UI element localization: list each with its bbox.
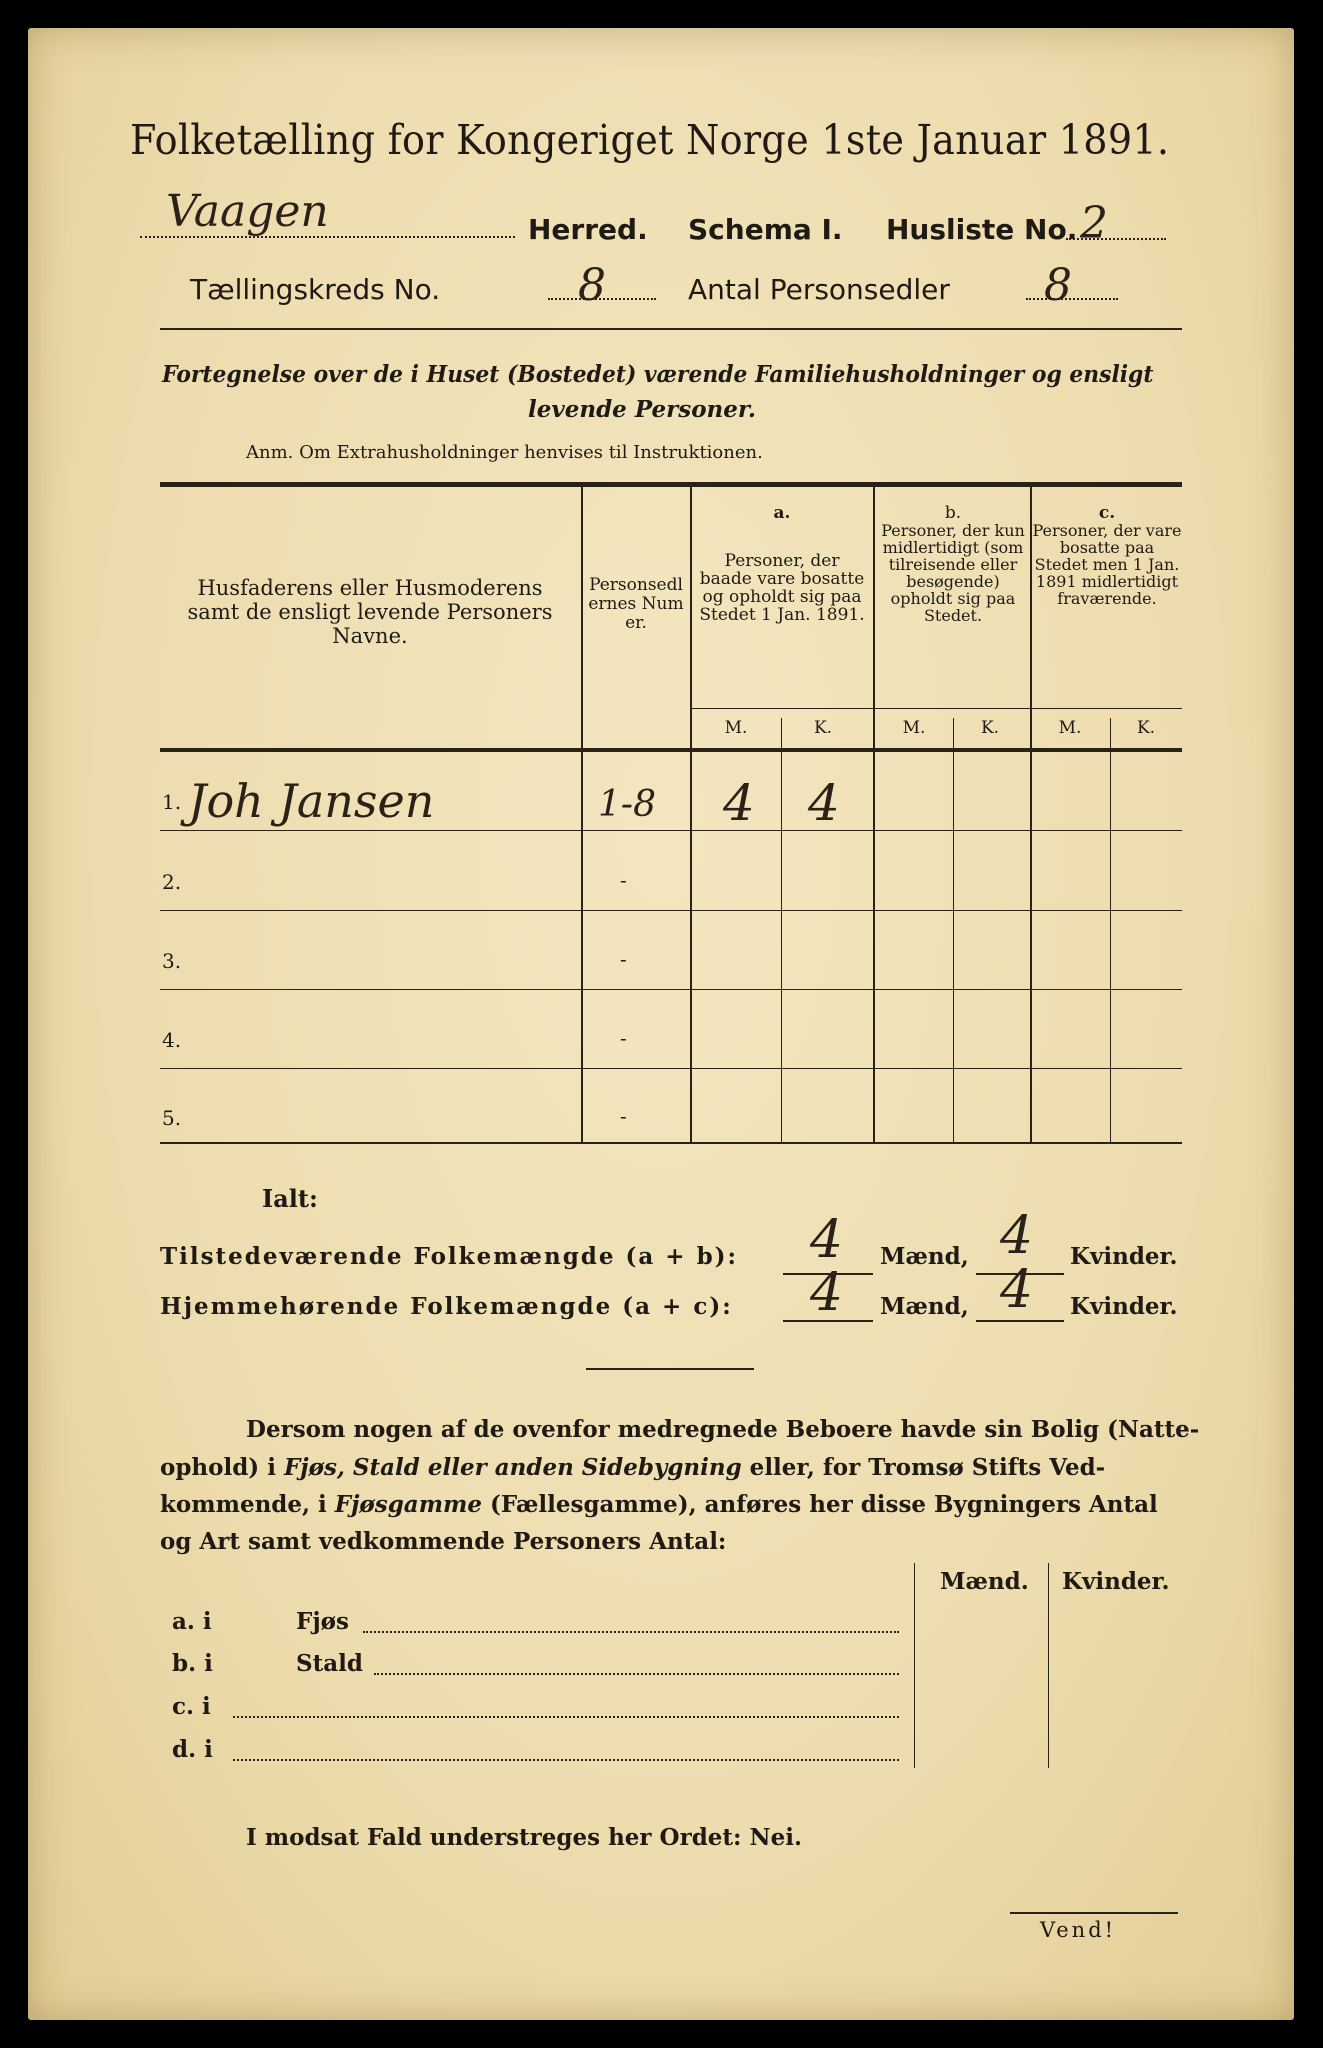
col-a-letter: a. [773,503,791,523]
tilsted-label: Tilstedeværende Folkemængde (a + b): [160,1243,739,1270]
building-d-dots [233,1759,899,1761]
personsedler-dots [1026,298,1118,300]
col-c-letter: c. [1098,503,1116,523]
intro-line1: Fortegnelse over de i Huset (Bostedet) værende Familiehusholdninger og ensligt [162,361,1154,388]
row-1-a-k: 4 [808,774,840,832]
col-b-heading: Personer, der kun midlertidigt (som tilreisende eller besøgende) opholdt sig paa Stedet. [881,521,1025,625]
buildings-line2 [160,1454,1105,1481]
buildings-line2-c: eller, for Tromsø Stifts Ved- [741,1454,1106,1481]
col-b-letter: b. [944,503,962,523]
col-a-m: M. [724,718,748,738]
building-d-letter: d. i [172,1736,213,1763]
col-divider-1 [581,487,583,1142]
row-3-numer: - [620,947,627,971]
row-1-numer: 1-8 [598,784,656,825]
row-4-number: 4. [162,1028,182,1052]
col-divider-5 [953,718,954,1142]
col-b-k: K. [980,718,1000,738]
hjemme-m-value: 4 [810,1263,844,1323]
row-1-name: Joh Jansen [188,774,435,828]
row-rule-1 [160,830,1182,831]
col-numer-heading: Personsedlernes Numer. [588,575,684,633]
kreds-label: Tællingskreds No. [190,273,441,306]
tilsted-kvinder: Kvinder. [1070,1243,1178,1270]
tilsted-maend: Mænd, [880,1243,969,1270]
tilsted-k-value: 4 [1000,1206,1034,1266]
building-c-letter: c. i [172,1693,211,1720]
husliste-label: Husliste No. [886,213,1078,246]
ialt-label: Ialt: [262,1184,318,1213]
buildings-line4: og Art samt vedkommende Personers Antal: [160,1528,727,1555]
row-3-number: 3. [162,949,182,973]
building-a-dots [363,1631,899,1633]
row-1-number: 1. [162,790,182,814]
row-2-numer: - [620,868,627,892]
form-title: Folketælling for Kongeriget Norge 1ste Januar 1891. [130,116,1170,164]
table-header-rule [160,748,1182,752]
building-a-letter: a. i [172,1608,212,1635]
vend-rule [1010,1912,1178,1914]
row-1-a-m: 4 [723,774,755,832]
building-b-dots [374,1673,899,1675]
row-2-number: 2. [162,870,182,894]
vend-label: Vend! [1040,1918,1117,1942]
census-form-page [28,28,1294,2020]
hjemme-label: Hjemmehørende Folkemængde (a + c): [160,1293,733,1320]
col-c-heading: Personer, der vare bosatte paa Stedet men 1 Jan. 1891 midlertidigt fraværende. [1032,521,1182,608]
personsedler-value: 8 [1044,260,1072,311]
buildings-line3-a: kommende, i [160,1491,335,1518]
hjemme-k-line [976,1320,1064,1322]
nei-note: I modsat Fald understreges her Ordet: Nei. [246,1824,802,1851]
intro-note: Anm. Om Extrahusholdninger henvises til Instruktionen. [246,442,763,463]
table-top-rule [160,482,1182,487]
tilsted-m-value: 4 [810,1210,844,1270]
buildings-line3-b: Fjøsgamme [334,1491,483,1518]
section-divider [586,1368,754,1370]
buildings-maend-head: Mænd. [940,1568,1029,1595]
intro-line2: levende Personer. [528,396,756,423]
col-c-k: K. [1136,718,1156,738]
col-b-m: M. [902,718,926,738]
col-divider-3 [781,718,782,1142]
husliste-value: 2 [1080,198,1108,249]
buildings-line3-c: (Fællesgamme), anføres her disse Bygningers Antal [482,1491,1158,1518]
herred-label: Herred. [528,213,648,246]
col-divider-7 [1110,718,1111,1142]
buildings-kvinder-head: Kvinder. [1062,1568,1170,1595]
buildings-divider-2 [1048,1563,1049,1768]
hjemme-kvinder: Kvinder. [1070,1293,1178,1320]
row-5-number: 5. [162,1106,182,1130]
buildings-line3 [160,1491,1158,1518]
buildings-line2-b: Fjøs, Stald eller anden Sidebygning [283,1454,742,1481]
col-a-heading: Personer, der baade vare bosatte og opholdt sig paa Stedet 1 Jan. 1891. [699,551,865,625]
col-divider-4 [873,487,875,1142]
table-bottom-rule [160,1142,1182,1144]
building-b-letter: b. i [172,1650,213,1677]
building-b-label: Stald [296,1650,363,1677]
building-a-label: Fjøs [296,1608,349,1635]
mk-rule [692,708,1182,709]
col-divider-2 [690,487,692,1142]
row-4-numer: - [620,1026,627,1050]
col-c-m: M. [1058,718,1082,738]
building-c-dots [233,1716,899,1718]
buildings-line1: Dersom nogen af de ovenfor medregnede Beboere havde sin Bolig (Natte- [246,1416,1200,1443]
hjemme-maend: Mænd, [880,1293,969,1320]
col-names-heading: Husfaderens eller Husmoderens samt de ensligt levende Personers Navne. [187,576,553,648]
schema-label: Schema I. [688,213,843,246]
header-rule [160,328,1182,330]
hjemme-k-value: 4 [1000,1260,1034,1320]
row-rule-3 [160,989,1182,990]
herred-value: Vaagen [166,186,329,237]
col-a-k: K. [813,718,833,738]
personsedler-label: Antal Personsedler [688,273,950,306]
row-rule-2 [160,910,1182,911]
kreds-value: 8 [578,260,606,311]
row-rule-4 [160,1068,1182,1069]
buildings-line2-a: ophold) i [160,1454,284,1481]
buildings-divider-1 [914,1563,915,1768]
row-5-numer: - [620,1104,627,1128]
